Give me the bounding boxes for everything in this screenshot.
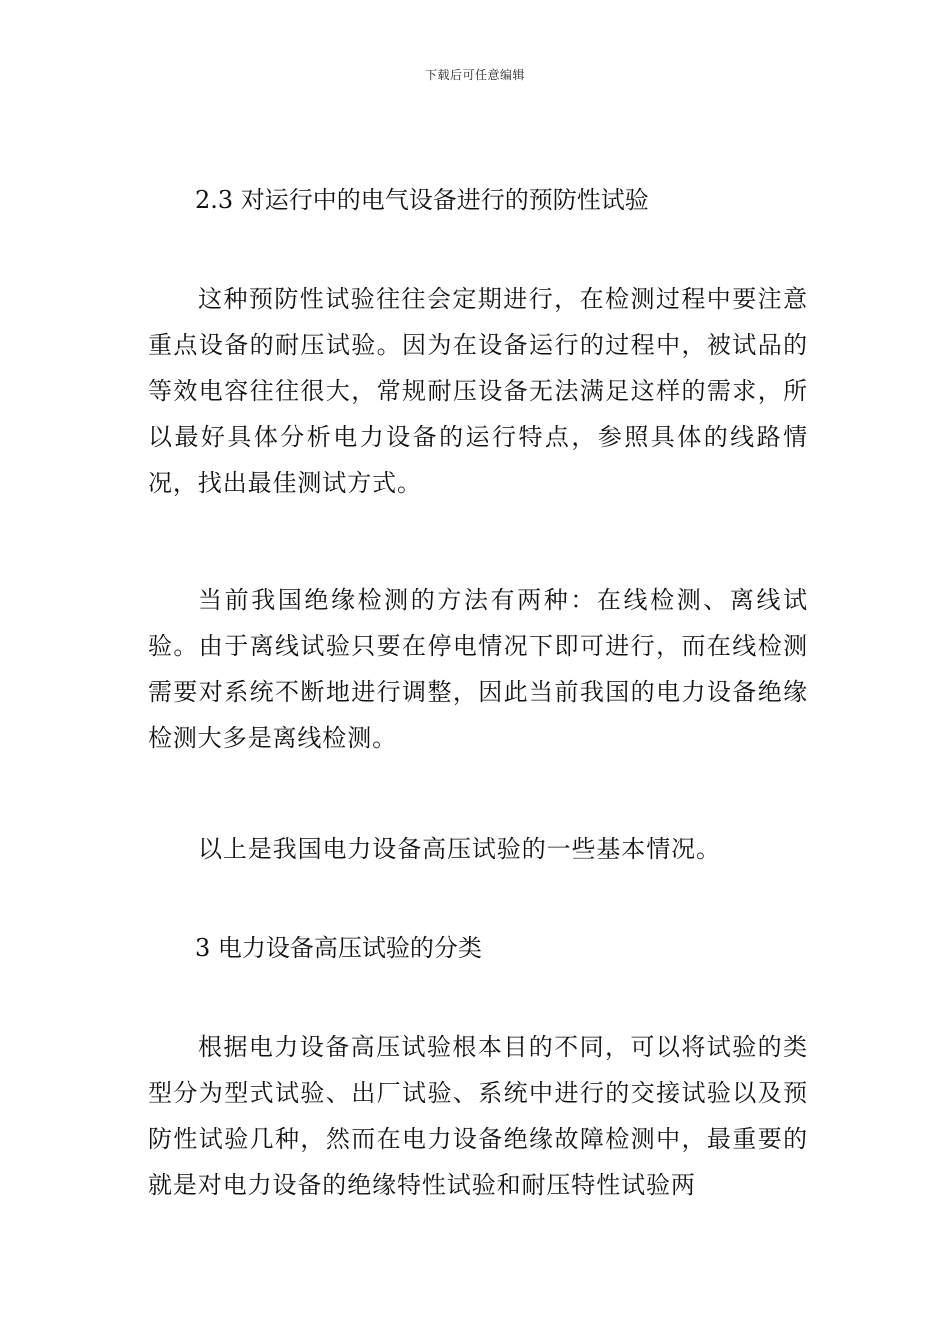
paragraph-classification: 根据电力设备高压试验根本目的不同，可以将试验的类型分为型式试验、出厂试验、系统中进行的交接试验以及预防性试验几种，然而在电力设备绝缘故障检测中，最重要的就是对电力设备的绝缘特性试验和耐压特性试验两	[148, 1033, 808, 1199]
paragraph-insulation-detection: 当前我国绝缘检测的方法有两种：在线检测、离线试验。由于离线试验只要在停电情况下即可进行，而在线检测需要对系统不断地进行调整，因此当前我国的电力设备绝缘检测大多是离线检测。	[148, 586, 808, 752]
paragraph-preventive-test: 这种预防性试验往往会定期进行，在检测过程中要注意重点设备的耐压试验。因为在设备运行的过程中，被试品的等效电容往往很大，常规耐压设备无法满足这样的需求，所以最好具体分析电力设备的运行特点，参照具体的线路情况，找出最佳测试方式。	[148, 285, 808, 497]
paragraph-summary: 以上是我国电力设备高压试验的一些基本情况。	[198, 835, 721, 863]
section-heading-3: 3 电力设备高压试验的分类	[195, 934, 482, 962]
section-heading-2-3: 2.3 对运行中的电气设备进行的预防性试验	[195, 186, 649, 214]
header-note: 下载后可任意编辑	[424, 68, 525, 82]
